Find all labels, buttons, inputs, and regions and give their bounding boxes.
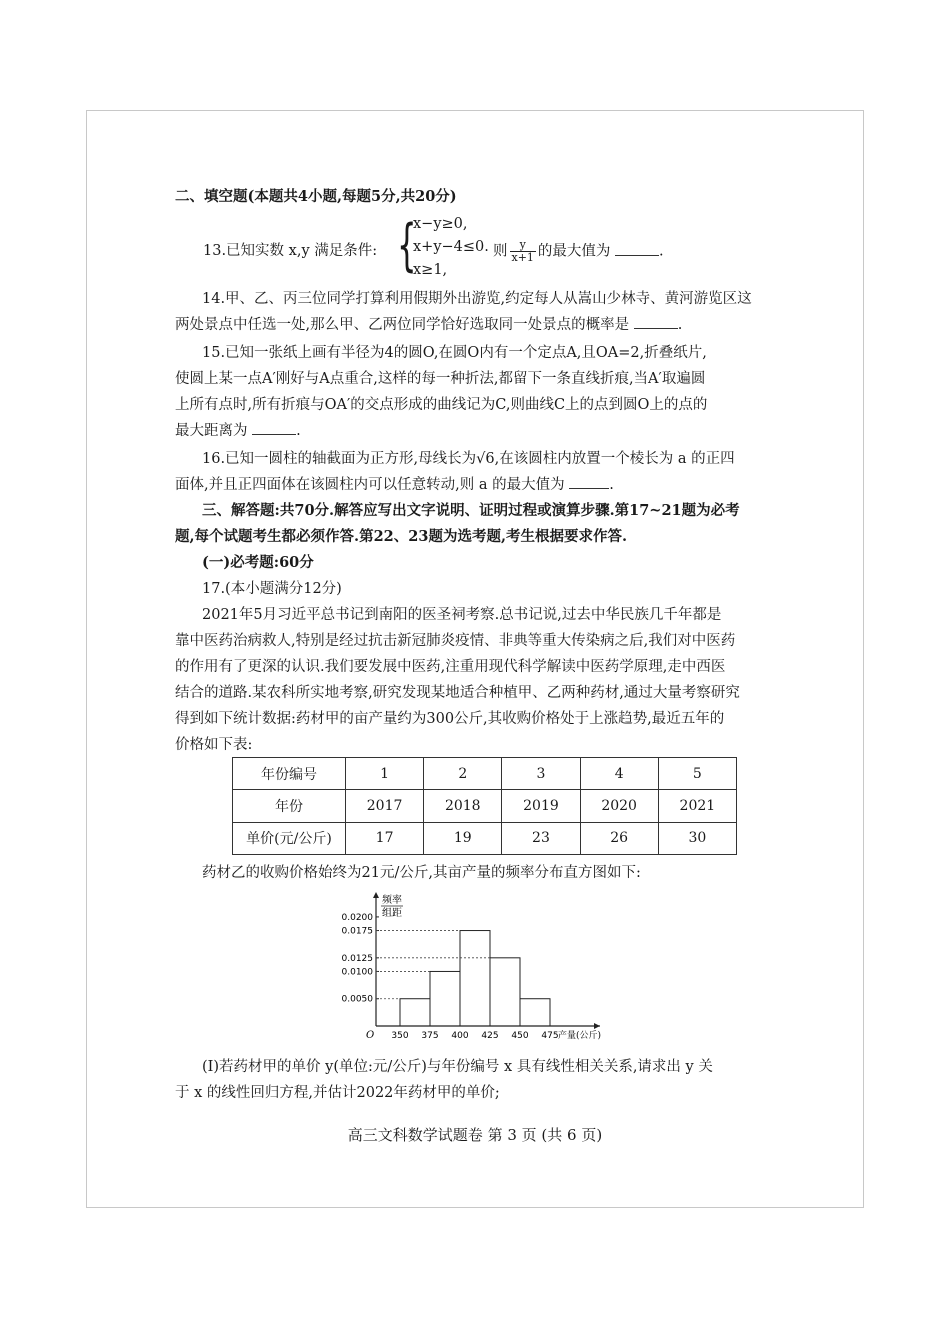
y-tick-label: 0.0125	[341, 953, 373, 964]
q14-line2: 两处景点中任选一处,那么甲、乙两位同学恰好选取同一处景点的概率是	[175, 317, 630, 333]
page-footer: 高三文科数学试题卷 第 3 页 (共 6 页)	[347, 1126, 603, 1144]
q17-after-table: 药材乙的收购价格始终为21元/公斤,其亩产量的频率分布直方图如下:	[202, 865, 641, 881]
y-label-bottom: 组距	[382, 908, 402, 919]
section2-heading: 二、填空题(本题共4小题,每题5分,共20分)	[175, 188, 457, 205]
row-header-year: 年份	[233, 790, 346, 822]
y-tick-label: 0.0100	[341, 967, 373, 978]
q13-tail: 则 $\frac{y}{x+1}$ 的最大值为 .	[493, 238, 664, 264]
table-cell: 4	[580, 758, 658, 790]
table-cell: 1	[346, 758, 424, 790]
price-table	[232, 757, 737, 855]
table-cell: 17	[346, 822, 424, 854]
q13-suffix: 的最大值为	[537, 243, 611, 260]
q13-prefix: 13.已知实数 x,y 满足条件:	[203, 243, 378, 259]
table-cell: 3	[502, 758, 580, 790]
x-tick-label: 375	[421, 1031, 439, 1041]
histogram-bar	[460, 931, 490, 1026]
y-tick-label: 0.0175	[341, 926, 373, 937]
table-cell: 2018	[424, 790, 502, 822]
q13-condition-3: x≥1,	[413, 262, 448, 278]
section3-line1: 三、解答题:共70分.解答应写出文字说明、证明过程或演算步骤.第17~21题为必考	[202, 502, 740, 519]
y-label-top: 频率	[382, 895, 402, 906]
q17-para-line: 价格如下表:	[175, 737, 253, 753]
histogram-bar	[430, 971, 460, 1026]
q14-line1: 14.甲、乙、丙三位同学打算利用假期外出游览,约定每人从嵩山少林寺、黄河游览区这	[202, 291, 752, 307]
x-tick-label: 475	[541, 1031, 559, 1041]
table-cell: 30	[658, 822, 736, 854]
brace-symbol: {	[397, 213, 417, 278]
y-axis-arrow	[373, 892, 379, 898]
q16-line2-wrap: 面体,并且正四面体在该圆柱内可以任意转动,则 a 的最大值为 .	[175, 477, 614, 493]
q17-title: 17.(本小题满分12分)	[202, 581, 342, 597]
table-row	[233, 790, 737, 822]
table-row	[233, 758, 737, 790]
q15-line1: 15.已知一张纸上画有半径为4的圆O,在圆O内有一个定点A,且OA=2,折叠纸片,	[202, 345, 707, 361]
section3-sub: (一)必考题:60分	[202, 554, 314, 571]
x-tick-label: 400	[451, 1031, 469, 1041]
answer-blank	[634, 316, 678, 329]
x-tick-label: 350	[391, 1031, 409, 1041]
answer-blank	[615, 243, 659, 256]
q15-line4-wrap: 最大距离为 .	[175, 423, 301, 439]
q15-line4: 最大距离为	[175, 423, 248, 439]
table-cell: 2017	[346, 790, 424, 822]
x-tick-label: 450	[511, 1031, 529, 1041]
table-cell: 2	[424, 758, 502, 790]
q17-para-line: 的作用有了更深的认识.我们要发展中医药,注重用现代科学解读中医药学原理,走中西医	[175, 659, 726, 675]
row-header-code: 年份编号	[233, 758, 346, 790]
q17-para-line: 结合的道路.某农科所实地考察,研究发现某地适合种植甲、乙两种药材,通过大量考察研究	[175, 685, 740, 701]
table-cell: 2021	[658, 790, 736, 822]
section3-line2: 题,每个试题考生都必须作答.第22、23题为选考题,考生根据要求作答.	[175, 528, 628, 545]
q17-part1-line1: (Ⅰ)若药材甲的单价 y(单位:元/公斤)与年份编号 x 具有线性相关关系,请求出 y 关	[202, 1059, 713, 1075]
frac-denominator: x+1	[511, 251, 534, 264]
q15-line3: 上所有点时,所有折痕与OA′的交点形成的曲线记为C,则曲线C上的点到圆O上的点的	[175, 397, 708, 413]
origin-label: O	[366, 1030, 375, 1041]
row-header-price: 单价(元/公斤)	[233, 822, 346, 854]
frac-numerator: y	[510, 239, 536, 252]
y-tick-label: 0.0050	[341, 994, 373, 1005]
q13-condition-2: x+y−4≤0.	[413, 239, 489, 255]
histogram-bar	[400, 999, 430, 1026]
x-axis-label: 产量(公斤)	[558, 1031, 602, 1041]
x-axis-arrow	[594, 1023, 600, 1029]
q16-line1: 16.已知一圆柱的轴截面为正方形,母线长为√6,在该圆柱内放置一个棱长为 a 的正四	[202, 451, 735, 467]
histogram-bar	[520, 999, 550, 1026]
table-cell: 26	[580, 822, 658, 854]
q13-condition-1: x−y≥0,	[413, 216, 468, 232]
q17-part1-line2: 于 x 的线性回归方程,并估计2022年药材甲的单价;	[175, 1085, 500, 1101]
q13-question	[175, 212, 695, 284]
table-cell: 5	[658, 758, 736, 790]
table-cell: 2020	[580, 790, 658, 822]
q17-para-line: 2021年5月习近平总书记到南阳的医圣祠考察.总书记说,过去中华民族几千年都是	[202, 607, 722, 623]
table-cell: 23	[502, 822, 580, 854]
histogram-bar	[490, 958, 520, 1026]
table-cell: 19	[424, 822, 502, 854]
frequency-histogram	[320, 888, 650, 1050]
q17-para-line: 靠中医药治病救人,特别是经过抗击新冠肺炎疫情、非典等重大传染病之后,我们对中医药	[175, 633, 736, 649]
answer-blank	[569, 476, 609, 489]
y-tick-label: 0.0200	[341, 912, 373, 923]
q16-line2: 面体,并且正四面体在该圆柱内可以任意转动,则 a 的最大值为	[175, 477, 565, 493]
x-tick-label: 425	[481, 1031, 499, 1041]
table-cell: 2019	[502, 790, 580, 822]
q15-line2: 使圆上某一点A′刚好与A点重合,这样的每一种折法,都留下一条直线折痕,当A′取遍圆	[175, 371, 706, 387]
q13-mid: 则	[493, 243, 508, 260]
q17-para-line: 得到如下统计数据:药材甲的亩产量约为300公斤,其收购价格处于上涨趋势,最近五年的	[175, 711, 725, 727]
table-row	[233, 822, 737, 854]
q14-line2-wrap: 两处景点中任选一处,那么甲、乙两位同学恰好选取同一处景点的概率是 .	[175, 317, 683, 333]
answer-blank	[252, 422, 296, 435]
q13-fraction	[510, 239, 536, 264]
